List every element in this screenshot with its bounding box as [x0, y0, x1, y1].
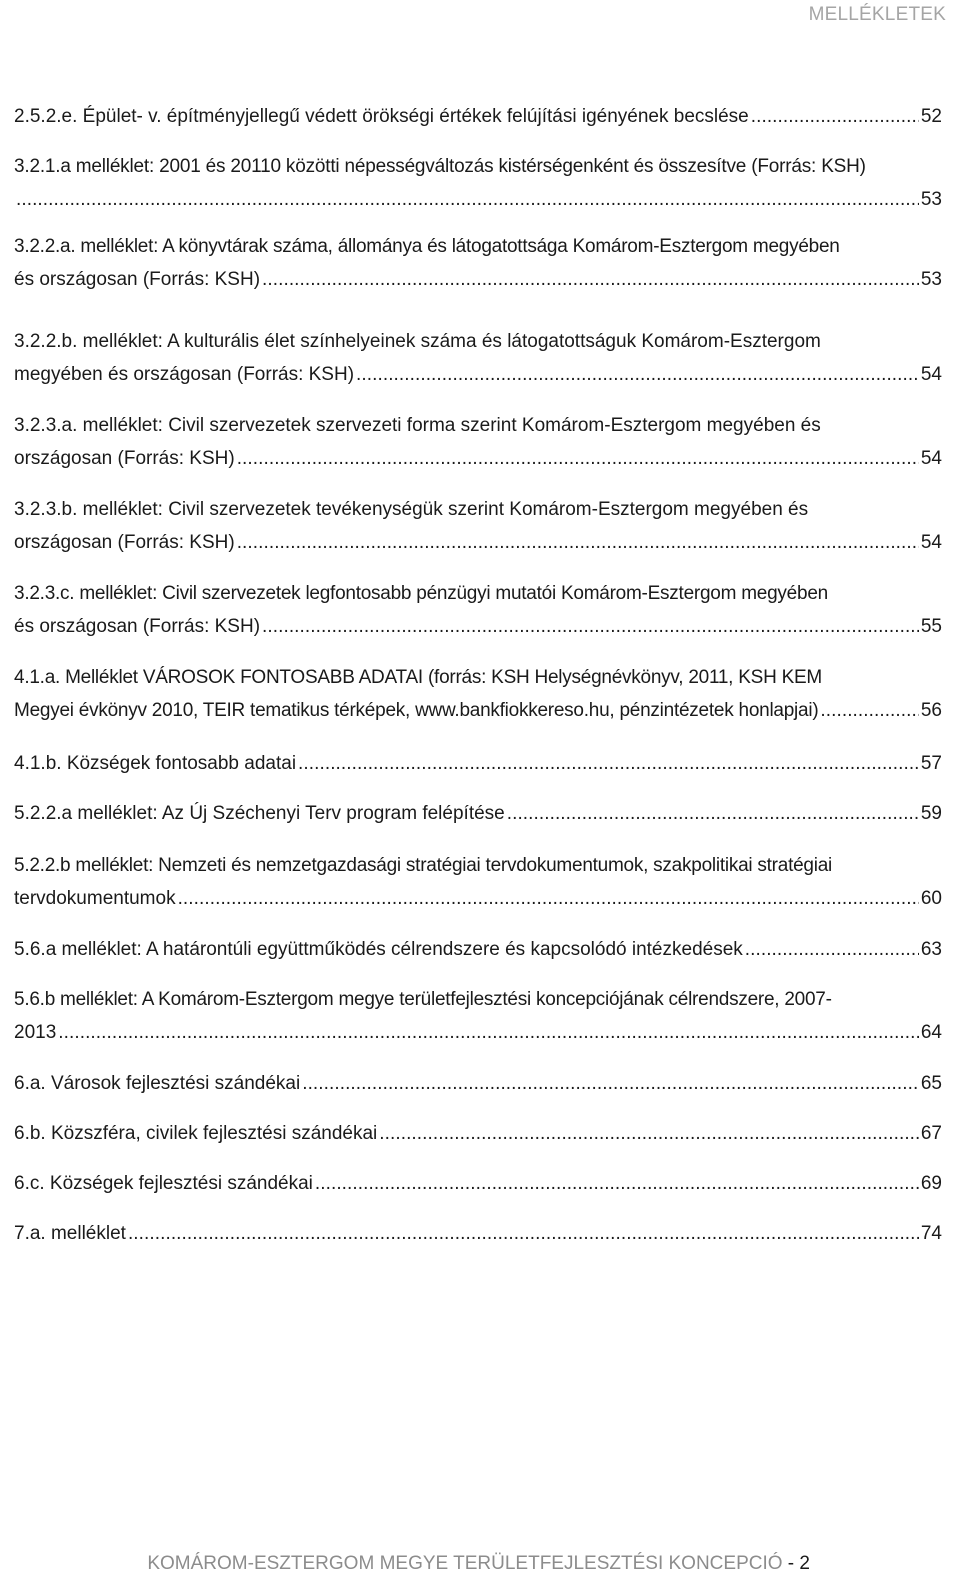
toc-entry-3-2-1-a[interactable] — [14, 150, 942, 216]
toc-entry-5-6-b[interactable] — [14, 983, 942, 1049]
toc-page-number: 54 — [920, 532, 942, 553]
toc-page-number: 55 — [920, 616, 942, 637]
toc-entry-text: 5.6.b melléklet: A Komárom-Esztergom megye területfejlesztési koncepciójának célrendszere, 2007- — [14, 989, 832, 1010]
running-header: MELLÉKLETEK — [808, 4, 946, 25]
toc-entry-text-cont: 2013 — [14, 1022, 57, 1043]
dot-leader — [745, 933, 919, 966]
dot-leader — [58, 1016, 919, 1049]
toc-entry-5-6-a[interactable] — [14, 933, 942, 966]
toc-page-number: 60 — [920, 888, 942, 909]
toc-page-number: 54 — [920, 364, 942, 385]
dot-leader — [237, 442, 919, 475]
toc-page-number: 53 — [920, 269, 942, 290]
toc-entry-3-2-3-b[interactable] — [14, 493, 942, 559]
dot-leader — [128, 1217, 919, 1250]
toc-entry-text-cont: és országosan (Forrás: KSH) — [14, 269, 261, 290]
dot-leader — [178, 882, 919, 915]
toc-entry-text: 3.2.3.c. melléklet: Civil szervezetek legfontosabb pénzügyi mutatói Komárom-Esztergom megyében — [14, 583, 828, 604]
toc-entry-text-cont: megyében és országosan (Forrás: KSH) — [14, 364, 355, 385]
dot-leader — [16, 183, 919, 216]
toc-entry-text-cont: és országosan (Forrás: KSH) — [14, 616, 261, 637]
toc-entry-4-1-b[interactable] — [14, 747, 942, 780]
toc-page-number: 64 — [920, 1022, 942, 1043]
dot-leader — [302, 1067, 919, 1100]
toc-entry-6-a[interactable] — [14, 1067, 942, 1100]
toc-entry-text: 3.2.2.b. melléklet: A kulturális élet színhelyeinek száma és látogatottságuk Komárom-Esztergom — [14, 331, 821, 352]
toc-entry-5-2-2-b[interactable] — [14, 849, 942, 915]
toc-entry-3-2-2-b[interactable] — [14, 325, 942, 391]
footer-document-title: KOMÁROM-ESZTERGOM MEGYE TERÜLETFEJLESZTÉSI KONCEPCIÓ — [147, 1553, 783, 1574]
footer-separator: - — [782, 1553, 800, 1574]
dot-leader — [820, 694, 918, 727]
toc-page-number: 54 — [920, 448, 942, 469]
toc-entry-3-2-3-a[interactable] — [14, 409, 942, 475]
dot-leader — [356, 358, 919, 391]
toc-entry-text-cont: országosan (Forrás: KSH) — [14, 532, 235, 553]
dot-leader — [262, 263, 919, 296]
toc-entry-text-cont: Megyei évkönyv 2010, TEIR tematikus térképek, www.bankfiokkereso.hu, pénzintézetek honlapjai) — [14, 700, 819, 721]
dot-leader — [507, 797, 919, 830]
dot-leader — [315, 1167, 919, 1200]
toc-page-number: 69 — [920, 1173, 942, 1194]
dot-leader — [298, 747, 919, 780]
toc-entry-text: 4.1.a. Melléklet VÁROSOK FONTOSABB ADATAI (forrás: KSH Helységnévkönyv, 2011, KSH KEM — [14, 667, 823, 688]
toc-entry-3-2-3-c[interactable] — [14, 577, 942, 643]
toc-entry-6-c[interactable] — [14, 1167, 942, 1200]
toc-entry-7-a[interactable] — [14, 1217, 942, 1250]
toc-entry-text: 5.2.2.b melléklet: Nemzeti és nemzetgazdasági stratégiai tervdokumentumok, szakpolitikai stratégiai — [14, 855, 832, 876]
toc-page-number: 65 — [920, 1073, 942, 1094]
dot-leader — [237, 526, 919, 559]
toc-page-number: 56 — [920, 700, 942, 721]
toc-entry-text: 7.a. melléklet — [14, 1223, 126, 1244]
dot-leader — [379, 1117, 919, 1150]
toc-page-number: 57 — [920, 753, 942, 774]
toc-entry-5-2-2-a[interactable] — [14, 797, 942, 830]
toc-page-number: 59 — [920, 803, 942, 824]
page-footer — [147, 1553, 810, 1575]
toc-entry-text: 5.6.a melléklet: A határontúli együttműködés célrendszere és kapcsolódó intézkedések — [14, 939, 743, 960]
toc-entry-text: 5.2.2.a melléklet: Az Új Széchenyi Terv program felépítése — [14, 803, 505, 824]
toc-entry-2-5-2-e[interactable] — [14, 100, 942, 133]
toc-entry-text: 6.c. Községek fejlesztési szándékai — [14, 1173, 313, 1194]
toc-page-number: 53 — [920, 189, 942, 210]
toc-page-number: 67 — [920, 1123, 942, 1144]
toc-entry-6-b[interactable] — [14, 1117, 942, 1150]
toc-page-number: 63 — [920, 939, 942, 960]
toc-entry-4-1-a[interactable] — [14, 661, 942, 727]
toc-entry-text: 3.2.3.a. melléklet: Civil szervezetek szervezeti forma szerint Komárom-Esztergom megyében és — [14, 415, 821, 436]
toc-entry-text: 3.2.2.a. melléklet: A könyvtárak száma, állománya és látogatottsága Komárom-Esztergom megyében — [14, 236, 840, 257]
dot-leader — [751, 100, 919, 133]
toc-entry-text: 3.2.1.a melléklet: 2001 és 20110 közötti népességváltozás kistérségenként és összesítve (Forrás: KSH) — [14, 156, 866, 177]
toc-entry-text-cont: tervdokumentumok — [14, 888, 176, 909]
footer-page-number: 2 — [799, 1553, 810, 1574]
toc-page-number: 52 — [920, 106, 942, 127]
toc-entry-text-cont: országosan (Forrás: KSH) — [14, 448, 235, 469]
toc-entry-text: 3.2.3.b. melléklet: Civil szervezetek tevékenységük szerint Komárom-Esztergom megyében és — [14, 499, 809, 520]
toc-page-number: 74 — [920, 1223, 942, 1244]
toc-entry-text: 4.1.b. Községek fontosabb adatai — [14, 753, 297, 774]
toc-entry-text: 6.b. Közszféra, civilek fejlesztési szándékai — [14, 1123, 378, 1144]
toc-entry-text: 6.a. Városok fejlesztési szándékai — [14, 1073, 301, 1094]
dot-leader — [262, 610, 919, 643]
toc-entry-text: 2.5.2.e. Épület- v. építményjellegű védett örökségi értékek felújítási igényének becslése — [14, 106, 749, 127]
toc-entry-3-2-2-a[interactable] — [14, 230, 942, 296]
